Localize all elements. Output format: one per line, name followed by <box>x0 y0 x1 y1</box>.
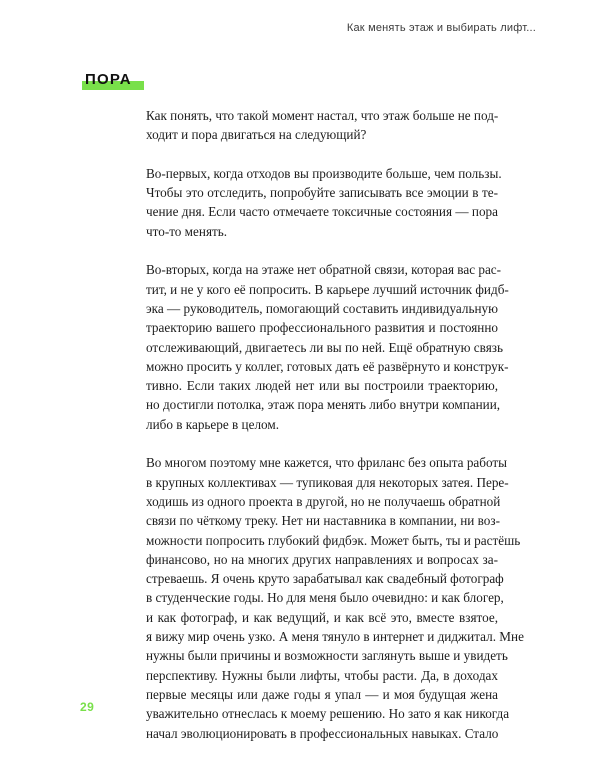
text-line: что-то менять. <box>146 223 228 239</box>
text-line: Во-вторых, когда на этаже нет обратной связи, которая вас рас- <box>146 262 502 278</box>
text-line: тит, и не у кого её попросить. В карьере лучший источник фидб- <box>146 281 509 297</box>
text-line: начал эволюционировать в профессиональных навыках. Стало <box>146 725 499 741</box>
text-line: чение дня. Если часто отмечаете токсичные состояния — пора <box>146 204 498 220</box>
section-heading <box>83 71 134 91</box>
paragraph <box>146 164 502 241</box>
section-title: ПОРА <box>85 71 132 88</box>
page-number: 29 <box>80 700 95 714</box>
text-line: Чтобы это отследить, попробуйте записывать все эмоции в те- <box>146 185 498 201</box>
text-line: эка — руководитель, помогающий составить индивидуальную <box>146 300 498 316</box>
text-line: стреваешь. Я очень круто зарабатывал как свадебный фотограф <box>146 571 504 587</box>
text-line: уважительно отнеслась к моему решению. Но зато я как никогда <box>146 706 510 722</box>
text-line: траекторию вашего профессионального развития и постоянно <box>146 320 498 336</box>
text-line: перспективу. Нужны были лифты, чтобы расти. Да, в доходах <box>146 667 498 683</box>
text-line: либо в карьере в целом. <box>146 416 280 432</box>
paragraph <box>146 453 524 742</box>
text-line: связи по чёткому треку. Нет ни наставника в компании, ни воз- <box>146 513 500 529</box>
text-line: тивно. Если таких людей нет или вы построили траекторию, <box>146 378 498 394</box>
running-header: Как менять этаж и выбирать лифт... <box>346 22 536 34</box>
text-line: ходишь из одного проекта в другой, но не получаешь обратной <box>146 493 501 509</box>
text-line: в студенческие годы. Но для меня было очевидно: и как блогер, <box>146 590 504 606</box>
text-line: отслеживающий, двигаетесь ли вы по ней. Ещё обратную связь <box>146 339 503 355</box>
text-line: Во-первых, когда отходов вы производите больше, чем пользы. <box>146 165 502 181</box>
text-line: я вижу мир очень узко. А меня тянуло в интернет и диджитал. Мне <box>146 629 524 645</box>
text-line: можности попросить глубокий фидбэк. Может быть, ты и растёшь <box>146 532 521 548</box>
text-line: нужны были причины и возможности заглянуть выше и увидеть <box>146 648 508 664</box>
text-line: можно просить у коллег, готовых дать её развёрнуто и конструк- <box>146 358 509 374</box>
text-line: первые месяцы или даже годы я упал — и моя будущая жена <box>146 686 498 702</box>
text-line: и как фотограф, и как ведущий, и как всё это, вместе взятое, <box>146 609 498 625</box>
text-line: Как понять, что такой момент настал, что этаж больше не под- <box>146 108 499 123</box>
text-line: ходит и пора двигаться на следующий? <box>146 127 367 143</box>
text-line: в крупных коллективах — тупиковая для некоторых затея. Пере- <box>146 474 509 490</box>
text-line: но достигли потолка, этаж пора менять либо внутри компании, <box>146 397 501 413</box>
paragraph <box>146 260 509 434</box>
text-line: финансово, но на многих других направлениях и вопросах за- <box>146 551 498 567</box>
body-text <box>146 106 524 762</box>
paragraph <box>146 106 498 145</box>
text-line: Во многом поэтому мне кажется, что фриланс без опыта работы <box>146 455 508 471</box>
